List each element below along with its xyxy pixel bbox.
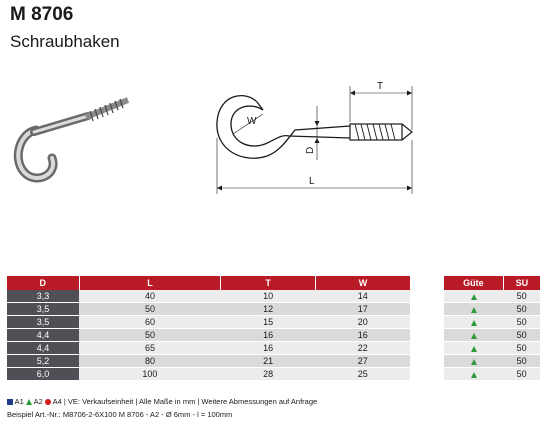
cell-d: 3,5 <box>7 316 79 329</box>
table-row <box>7 342 410 355</box>
col-header-su: SU <box>503 276 540 290</box>
example-article-number: Beispiel Art.-Nr.: M8706-2-6X100 M 8706 - A2 - Ø 6mm - l = 100mm <box>7 410 233 419</box>
cell-l: 100 <box>79 368 221 381</box>
cell-t: 15 <box>221 316 316 329</box>
red-dot-icon <box>45 399 51 405</box>
cell-l: 80 <box>79 355 221 368</box>
table-row <box>7 290 410 303</box>
dim-label-d: D <box>305 146 316 154</box>
guete-cell <box>444 303 503 316</box>
dim-label-w: W <box>247 116 257 127</box>
cell-d: 3,3 <box>7 290 79 303</box>
su-cell: 50 <box>503 303 540 316</box>
guete-cell <box>444 355 503 368</box>
guete-cell <box>444 368 503 381</box>
su-cell: 50 <box>503 329 540 342</box>
cell-d: 4,4 <box>7 342 79 355</box>
cell-t: 10 <box>221 290 316 303</box>
dim-label-t: T <box>377 81 384 92</box>
table-row <box>444 342 540 355</box>
su-cell: 50 <box>503 355 540 368</box>
dimension-table <box>7 276 410 381</box>
cell-w: 16 <box>315 329 410 342</box>
table-row <box>7 329 410 342</box>
guete-cell <box>444 329 503 342</box>
col-header-t: T <box>221 276 316 290</box>
cell-w: 27 <box>315 355 410 368</box>
green-triangle-icon <box>471 307 477 313</box>
cell-l: 50 <box>79 303 221 316</box>
cell-w: 17 <box>315 303 410 316</box>
cell-t: 12 <box>221 303 316 316</box>
green-triangle-icon <box>26 399 32 405</box>
su-cell: 50 <box>503 342 540 355</box>
cell-d: 3,5 <box>7 303 79 316</box>
cell-w: 20 <box>315 316 410 329</box>
col-header-d: D <box>7 276 79 290</box>
cell-d: 6,0 <box>7 368 79 381</box>
green-triangle-icon <box>471 320 477 326</box>
legend-a1: A1 <box>14 397 24 406</box>
material-legend <box>7 397 317 406</box>
green-triangle-icon <box>471 333 477 339</box>
legend-a2: A2 <box>33 397 43 406</box>
table-row <box>444 355 540 368</box>
col-header-w: W <box>315 276 410 290</box>
cell-l: 60 <box>79 316 221 329</box>
cell-l: 50 <box>79 329 221 342</box>
col-header-guete: Güte <box>444 276 503 290</box>
table-row <box>7 368 410 381</box>
table-row <box>7 355 410 368</box>
guete-cell <box>444 316 503 329</box>
table-row <box>444 303 540 316</box>
product-name: Schraubhaken <box>10 32 120 51</box>
quality-table <box>444 276 540 381</box>
su-cell: 50 <box>503 290 540 303</box>
green-triangle-icon <box>471 359 477 365</box>
cell-t: 28 <box>221 368 316 381</box>
green-triangle-icon <box>471 346 477 352</box>
cell-w: 25 <box>315 368 410 381</box>
cell-d: 5,2 <box>7 355 79 368</box>
green-triangle-icon <box>471 294 477 300</box>
green-triangle-icon <box>471 372 477 378</box>
cell-l: 40 <box>79 290 221 303</box>
product-code: M 8706 <box>10 4 74 25</box>
technical-drawing <box>205 78 420 200</box>
cell-d: 4,4 <box>7 329 79 342</box>
cell-t: 16 <box>221 329 316 342</box>
table-row <box>444 368 540 381</box>
product-photo <box>0 88 140 198</box>
legend-a4: A4 <box>52 397 62 406</box>
blue-square-icon <box>7 399 13 405</box>
table-row <box>444 316 540 329</box>
su-cell: 50 <box>503 316 540 329</box>
table-row <box>7 316 410 329</box>
table-row <box>7 303 410 316</box>
guete-cell <box>444 342 503 355</box>
guete-cell <box>444 290 503 303</box>
su-cell: 50 <box>503 368 540 381</box>
legend-text: | VE: Verkaufseinheit | Alle Maße in mm | Weitere Abmessungen auf Anfrage <box>63 397 318 406</box>
cell-t: 21 <box>221 355 316 368</box>
cell-t: 16 <box>221 342 316 355</box>
dim-label-l: L <box>309 176 315 187</box>
col-header-l: L <box>79 276 221 290</box>
table-row <box>444 329 540 342</box>
cell-w: 22 <box>315 342 410 355</box>
table-row <box>444 290 540 303</box>
cell-w: 14 <box>315 290 410 303</box>
cell-l: 65 <box>79 342 221 355</box>
